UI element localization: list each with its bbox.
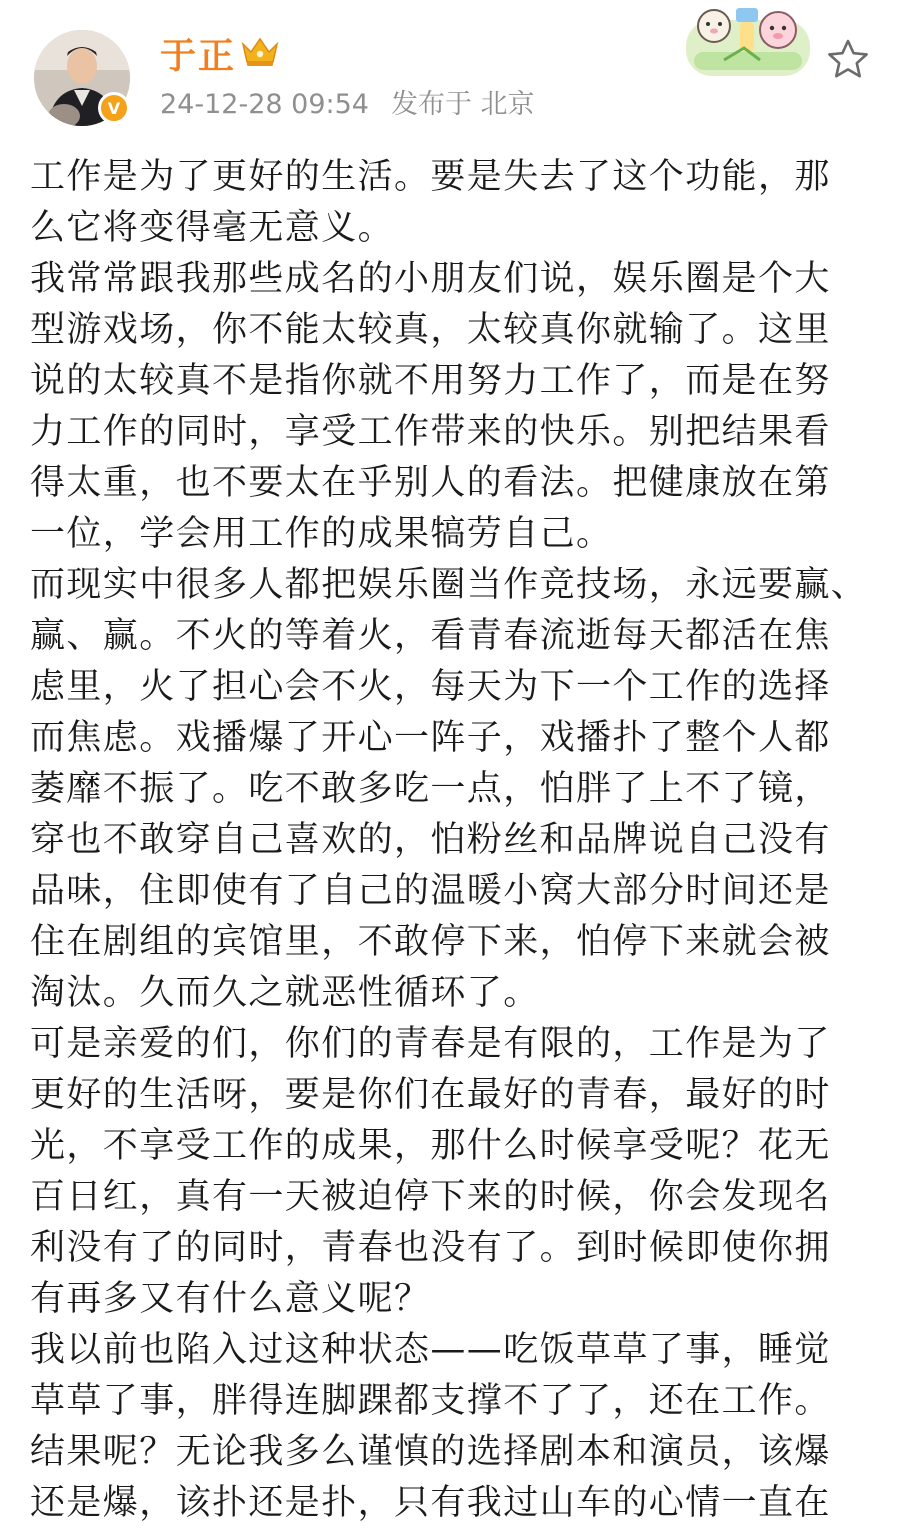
paragraph [30, 1325, 878, 1529]
text-line: 型游戏场，你不能太较真，太较真你就输了。这里 [30, 310, 831, 350]
post-meta [160, 82, 535, 121]
text-line: 我常常跟我那些成名的小朋友们说，娱乐圈是个大 [30, 259, 831, 299]
text-line: 一位，学会用工作的成果犒劳自己。 [30, 514, 613, 554]
author-name[interactable]: 于正 [160, 36, 237, 77]
text-line: 更好的生活呀，要是你们在最好的青春，最好的时 [30, 1075, 831, 1115]
text-line: 有再多又有什么意义呢？ [30, 1279, 431, 1319]
text-line: 工作是为了更好的生活。要是失去了这个功能，那 [30, 157, 831, 197]
text-line: 而焦虑。戏播爆了开心一阵子，戏播扑了整个人都 [30, 718, 831, 758]
post-body [30, 152, 878, 1529]
cartoon-sticker-decoration [684, 0, 812, 78]
text-line: 品味，住即使有了自己的温暖小窝大部分时间还是 [30, 871, 831, 911]
text-line: 虑里，火了担心会不火，每天为下一个工作的选择 [30, 667, 831, 707]
text-line: 还是爆，该扑还是扑，只有我过山车的心情一直在 [30, 1483, 831, 1523]
text-line: 淘汰。久而久之就恶性循环了。 [30, 973, 540, 1013]
text-line: 而现实中很多人都把娱乐圈当作竞技场，永远要赢、 [30, 565, 868, 605]
star-outline-icon[interactable] [826, 38, 870, 80]
paragraph [30, 152, 878, 254]
text-line: 得太重，也不要太在乎别人的看法。把健康放在第 [30, 463, 831, 503]
text-line: 可是亲爱的们，你们的青春是有限的，工作是为了 [30, 1024, 831, 1064]
paragraph [30, 1019, 878, 1325]
paragraph [30, 254, 878, 560]
paragraph [30, 560, 878, 1019]
post-location: 发布于 北京 [390, 89, 535, 120]
text-line: 我以前也陷入过这种状态——吃饭草草了事，睡觉 [30, 1330, 831, 1370]
post-timestamp: 24-12-28 09:54 [160, 89, 369, 120]
crown-icon [240, 34, 280, 68]
text-line: 萎靡不振了。吃不敢多吃一点，怕胖了上不了镜， [30, 769, 831, 809]
post-header [0, 0, 900, 150]
text-line: 穿也不敢穿自己喜欢的，怕粉丝和品牌说自己没有 [30, 820, 831, 860]
text-line: 光，不享受工作的成果，那什么时候享受呢？花无 [30, 1126, 831, 1166]
text-line: 草草了事，胖得连脚踝都支撑不了了，还在工作。 [30, 1381, 831, 1421]
text-line: 结果呢？无论我多么谨慎的选择剧本和演员，该爆 [30, 1432, 831, 1472]
text-line: 赢、赢。不火的等着火，看青春流逝每天都活在焦 [30, 616, 831, 656]
text-line: 百日红，真有一天被迫停下来的时候，你会发现名 [30, 1177, 831, 1217]
text-line: 利没有了的同时，青春也没有了。到时候即使你拥 [30, 1228, 831, 1268]
verified-badge-icon: V [98, 92, 130, 124]
text-line: 么它将变得毫无意义。 [30, 208, 395, 248]
text-line: 住在剧组的宾馆里，不敢停下来，怕停下来就会被 [30, 922, 831, 962]
text-line: 说的太较真不是指你就不用努力工作了，而是在努 [30, 361, 831, 401]
text-line: 力工作的同时，享受工作带来的快乐。别把结果看 [30, 412, 831, 452]
